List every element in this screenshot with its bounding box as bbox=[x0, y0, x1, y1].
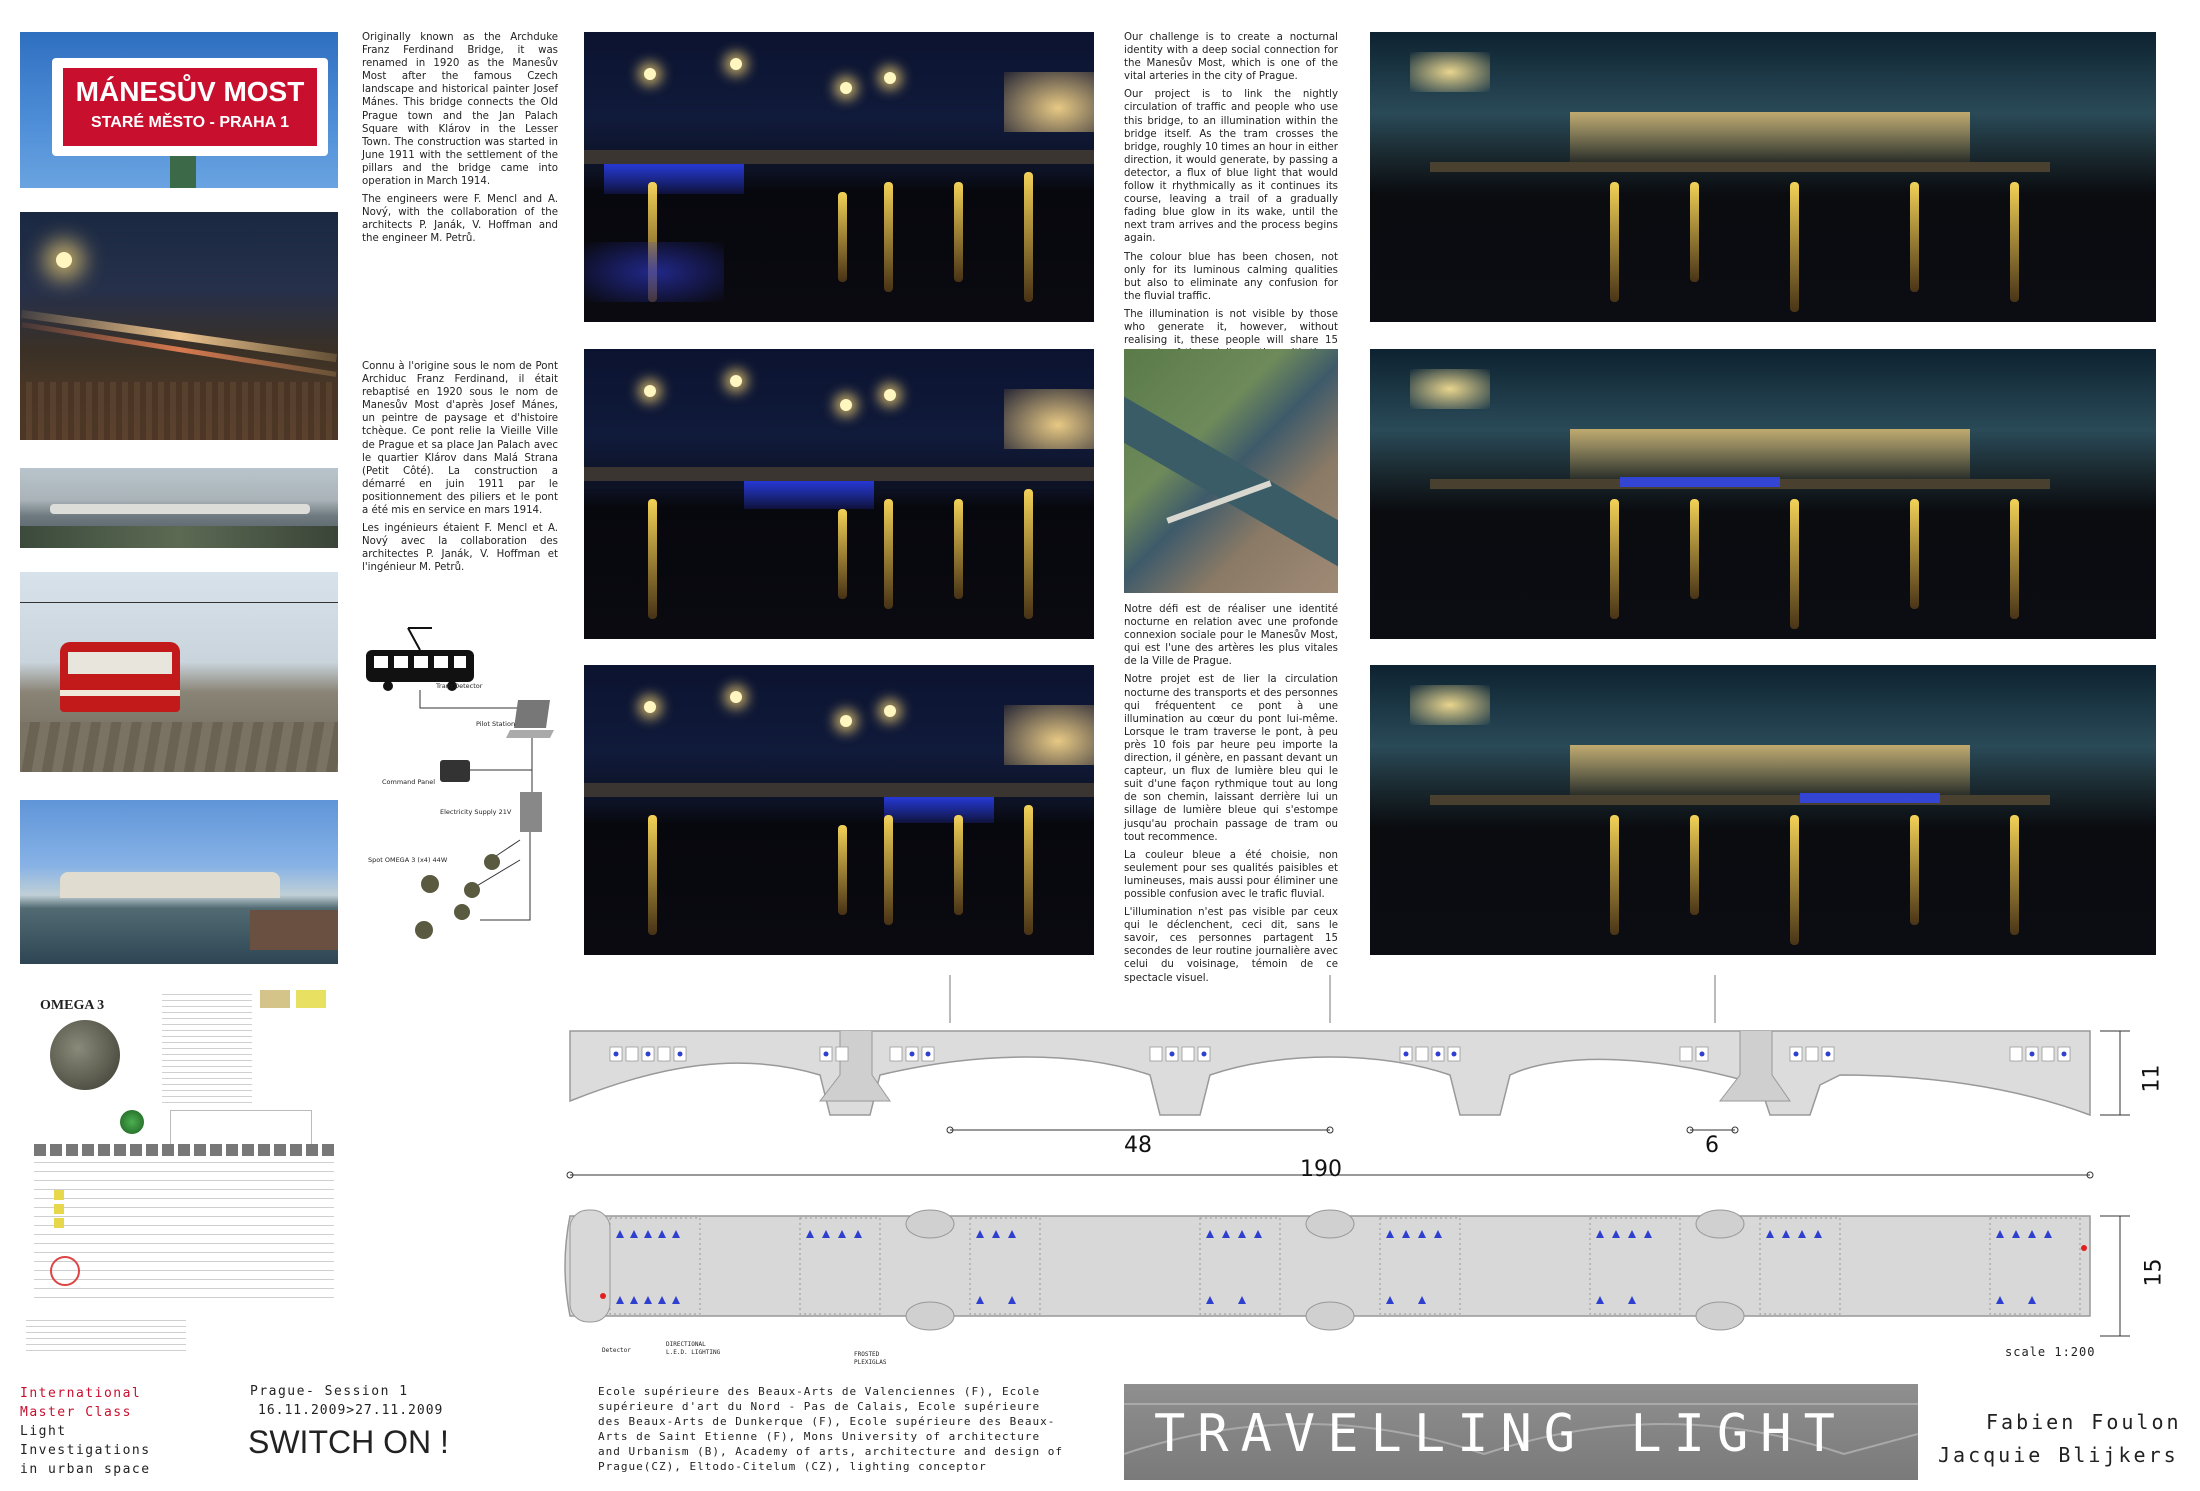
challenge-en-p4: The illumination is not visible by those who generate it, however, without realising it, these people will share 15 bbox=[1124, 308, 1338, 347]
light-trail-photo bbox=[20, 212, 338, 440]
system-diagram bbox=[360, 620, 560, 960]
bridge-daylight-photo bbox=[20, 800, 338, 964]
challenge-en-p3: The colour blue has been chosen, not only for its luminous calming qualities but also to eliminate any confusion for the fluvial traffic. bbox=[1124, 251, 1338, 302]
panorama-night-photo-2 bbox=[1370, 349, 2156, 639]
omega-spot-image bbox=[50, 1020, 120, 1090]
spot-icon bbox=[415, 854, 500, 939]
program-line-1: International bbox=[20, 1386, 142, 1401]
challenge-en-p2: Our project is to link the nightly circulation of traffic and people who use this bridge, to an illumination within the bridge itself. As the tram crosses the bridge, roughly 10 times an hour in either direction, it would generate, by passing a detector, a flux of blue light that would follow it rhythmically as it continues its course, leaving a trail of a gradually fading blue glow in its wake, until the next tram arrives and the process begins again. bbox=[1124, 89, 1338, 245]
program-block bbox=[20, 1384, 151, 1479]
challenge-text-fr bbox=[1124, 603, 1338, 990]
travelling-light-banner bbox=[1124, 1384, 1918, 1480]
dim-height: 11 bbox=[2139, 1064, 2165, 1093]
plan-label-frosted: FROSTED PLEXIGLAS bbox=[854, 1351, 887, 1366]
challenge-fr-p3: La couleur bleue a été choisie, non seulement pour ses qualités paisibles et lumineuses, mais aussi pour éliminer une possible confusion avec le trafic fluvial. bbox=[1124, 849, 1338, 900]
program-line-5: in urban space bbox=[20, 1462, 151, 1477]
banner-title: TRAVELLING LIGHT bbox=[1154, 1404, 1847, 1464]
intro-text-en bbox=[362, 31, 558, 251]
session-dates: 16.11.2009>27.11.2009 bbox=[258, 1403, 444, 1418]
challenge-text-en bbox=[1124, 31, 1338, 391]
command-panel-icon bbox=[440, 760, 470, 782]
challenge-fr-p1: Notre défi est de réaliser une identité nocturne en relation avec une profonde connexion sociale pour le Manesův Most, qui est l'une des artères les plus vitales de la Ville de Prague. bbox=[1124, 604, 1338, 668]
session-label: Prague- Session 1 bbox=[250, 1384, 409, 1399]
challenge-en-p1: Our challenge is to create a nocturnal identity with a deep social connection for the Manesův Most, which is one of the vital arteries in the city of Prague. bbox=[1124, 32, 1338, 83]
plan-scale: scale 1:200 bbox=[2005, 1345, 2096, 1359]
label-command-panel: Command Panel bbox=[382, 778, 436, 786]
challenge-fr-p2: Notre projet est de lier la circulation nocturne des transports et des personnes qui fréquentent ce pont à une illumination au cœur du pont lui-même. Lorsque le tram traverse le pont, à peu près 10 fois par heure peu importe la direction, il génère, en passant devant un capteur, un flux de lumière bleu qui le suit d'une façon rythmique tout au long de son chemin, laissant derrière lui un sillage de lumière bleue qui s'estompe jusqu'au prochain passage de tram ou tout recommence. bbox=[1124, 674, 1338, 843]
panorama-night-photo-1 bbox=[1370, 32, 2156, 322]
schools-text: Ecole supérieure des Beaux-Arts de Valenciennes (F), Ecole supérieure d'art du Nord - Pas de Calais, Ecole supérieure des Beaux-Arts de Dunkerque (F), Ecole supérieure des Beaux-Arts de Saint Etienne (F), Mons University of architecture and Urbanism (B), Academy of arts, architecture and design of Prague(CZ), Eltodo-Citelum (CZ), lighting conceptor bbox=[598, 1385, 1063, 1473]
program-line-2: Master Class bbox=[20, 1405, 132, 1420]
label-tram-detector: Tram Detector bbox=[436, 682, 483, 690]
laptop-icon bbox=[506, 700, 554, 738]
panorama-night-photo-3 bbox=[1370, 665, 2156, 955]
plan-label-directional: DIRECTIONAL L.E.D. LIGHTING bbox=[666, 1341, 721, 1356]
system-diagram-lines bbox=[360, 620, 560, 960]
intro-en-p1: Originally known as the Archduke Franz Ferdinand Bridge, it was renamed in 1920 as the Manesův Most after the famous Czech landscape and historical painter Josef Mánes. This bridge connects the Old Prague town and the Jan Palach Square with Klárov in the Lesser Town. The construction was started in June 1911 with the settlement of the pillars and the bridge came into operation in March 1914. bbox=[362, 32, 558, 188]
label-electricity: Electricity Supply 21V bbox=[440, 808, 512, 816]
sign-line1: MÁNESŮV MOST bbox=[75, 76, 305, 107]
omega-datasheet bbox=[20, 990, 338, 1362]
label-pilot-station: Pilot Station bbox=[476, 720, 516, 728]
dim-pier: 6 bbox=[1705, 1133, 1719, 1158]
intro-text-fr bbox=[362, 360, 558, 580]
author-1: Fabien Foulon bbox=[1986, 1410, 2182, 1434]
challenge-fr-p4: L'illumination n'est pas visible par ceux qui le déclenchent, ceci dit, sans le savoir, ces personnes partagent 15 secondes de leur routine journalière avec celui du voisinage, témoin de ce spectacle visuel. bbox=[1124, 907, 1338, 984]
power-box-icon bbox=[520, 792, 542, 832]
program-line-3: Light bbox=[20, 1424, 67, 1439]
street-sign-photo bbox=[20, 32, 338, 188]
bridge-night-photo-2 bbox=[584, 349, 1094, 639]
dim-span: 48 bbox=[1124, 1133, 1152, 1158]
sign-line2: STARÉ MĚSTO - PRAHA 1 bbox=[91, 114, 289, 131]
program-line-4: Investigations bbox=[20, 1443, 151, 1458]
intro-fr-p2: Les ingénieurs étaient F. Mencl et A. Nový avec la collaboration des architectes P. Janák, V. Hoffman et l'ingénieur M. Petrů. bbox=[362, 523, 558, 574]
intro-fr-p1: Connu à l'origine sous le nom de Pont Archiduc Franz Ferdinand, il était rebaptisé en 1920 sous le nom de Manesův Most d'après Josef Mánes, un peintre de paysage et d'histoire tchèque. Ce pont relie la Vieille Ville de Prague et sa place Jan Palach avec le quartier Klárov dans Malá Strana (Petit Côté). La construction a démarré en juin 1911 par le positionnement des piliers et le pont a été mis en service en mars 1914. bbox=[362, 361, 558, 517]
bridge-night-photo-1 bbox=[584, 32, 1094, 322]
bridge-night-photo-3 bbox=[584, 665, 1094, 955]
author-2: Jacquie Blijkers bbox=[1938, 1443, 2179, 1467]
dim-width: 15 bbox=[2141, 1258, 2167, 1287]
label-spot: Spot OMEGA 3 (x4) 44W bbox=[368, 856, 448, 864]
switch-on-title: SWITCH ON ! bbox=[248, 1424, 449, 1460]
bridge-plan-drawing bbox=[560, 1196, 2160, 1346]
aerial-photo bbox=[1124, 349, 1338, 593]
plan-label-detector: Detector bbox=[602, 1347, 631, 1354]
intro-en-p2: The engineers were F. Mencl and A. Nový, with the collaboration of the architects P. Janák, V. Hoffman and the engineer M. Petrů. bbox=[362, 194, 558, 245]
omega-title: OMEGA 3 bbox=[40, 998, 105, 1013]
tram-photo bbox=[20, 572, 338, 772]
dim-total: 190 bbox=[1300, 1157, 1342, 1182]
bridge-panorama-photo bbox=[20, 468, 338, 548]
bridge-elevation-drawing bbox=[560, 975, 2160, 1185]
